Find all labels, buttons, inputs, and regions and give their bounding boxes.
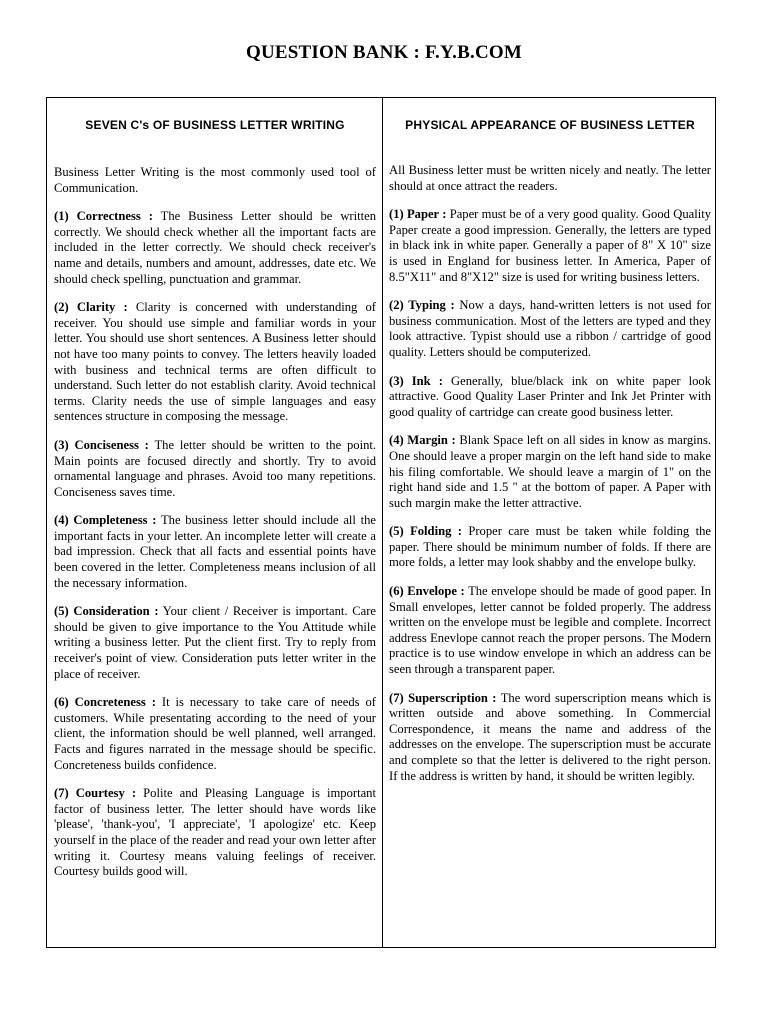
item-text: The letter should be written to the point. Main points are focused directly and shortly. Try to avoid ornamental language and phrases. Avoid too many repetitions. Conciseness saves time. [54, 437, 377, 499]
item-label: (4) Completeness : [54, 513, 157, 528]
item-text: It is necessary to take care of needs of customers. While presentating according to the need of your client, the information should be well planned, well arranged. Facts and figures narrated in the message should be specific. Concreteness builds confidence. [54, 695, 376, 772]
item-label: (5) Consideration : [54, 604, 159, 619]
left-column [47, 98, 382, 893]
item-label: (4) Margin : [389, 433, 456, 448]
item-text: The word superscription means which is written outside and above something. In Commercial Correspondence, it means the name and address of the addresses on the envelope. The superscription must be accurate and complete so that the letter is delivered to the right person. If the address is written by hand, it should be written legibly. [389, 690, 711, 783]
list-item [389, 433, 711, 511]
item-label: (2) Typing : [389, 298, 455, 313]
list-item [389, 298, 711, 360]
item-label: (1) Correctness : [54, 209, 153, 224]
item-label: (2) Clarity : [54, 300, 128, 315]
item-label: (3) Ink : [389, 373, 443, 388]
item-text: Generally, blue/black ink on white paper look attractive. Good Quality Laser Printer and Ink Jet Printer with good quality of cartridge can create good business letter. [389, 373, 711, 419]
page-title: QUESTION BANK : F.Y.B.COM [246, 42, 522, 63]
right-column-heading: PHYSICAL APPEARANCE OF BUSINESS LETTER [405, 118, 695, 132]
list-item [54, 300, 376, 425]
list-item [54, 209, 376, 287]
item-label: (7) Superscription : [389, 690, 497, 705]
item-text: Clarity is concerned with understanding of receiver. You should use simple and familiar words in your letter. You should use short sentences. A Business letter should not have too many points to convey. The letters heavily loaded with business and technical terms are often difficult to understand. Such letter do not establish clarity. Avoid technical terms. Clarity needs the use of simple languages and easy sentences structure in composing the message. [54, 300, 376, 424]
list-item [389, 584, 711, 678]
item-text: The business letter should include all the important facts in your letter. An incomplete letter will create a bad impression. Check that all facts and essential points have been covered in the letter. Completeness means inclusion of all the necessary information. [54, 513, 377, 590]
item-text: Paper must be of a very good quality. Good Quality Paper create a good impression. Generally, the letters are typed in black ink in white paper. Generally a paper of 8" X 10" size is used in England for business letter. In America, Paper of 8.5"X11" and 8"X12" size is used for writing business letters. [389, 207, 711, 284]
list-item [389, 207, 711, 285]
item-label: (5) Folding : [389, 524, 462, 539]
item-text: Proper care must be taken while folding the paper. There should be minimum number of folds. If there are more folds, a letter may look shabby and the envelope bulky. [389, 524, 711, 570]
item-text: The envelope should be made of good paper. In Small envelopes, letter cannot be folded properly. The address written on the envelope must be legible and complete. Incorrect address Enevlope cannot reach the proper persons. The Modern practice is to use window envelope in which an address can be seen through a transparent paper. [389, 584, 712, 677]
item-label: (6) Envelope : [389, 584, 465, 599]
item-label: (7) Courtesy : [54, 786, 137, 801]
list-item [54, 786, 376, 880]
right-intro: All Business letter must be written nicely and neatly. The letter should at once attract the readers. [389, 163, 711, 193]
item-label: (6) Concreteness : [54, 695, 156, 710]
list-item [389, 524, 711, 571]
left-column-heading: SEVEN C's OF BUSINESS LETTER WRITING [85, 118, 345, 132]
content-table [46, 97, 716, 948]
right-column [383, 98, 715, 797]
list-item [54, 513, 376, 591]
item-text: Your client / Receiver is important. Care should be given to give importance to the You Attitude while writing a business letter. Put the client first. Try to reply from receiver's point of view. Consideration puts letter writer in the place of receiver. [54, 604, 376, 681]
item-text: Now a days, hand-written letters is not used for business communication. Most of the letters are typed and they look attractive. Typist should use a ribbon / cartridge of good quality. Letters should be computerized. [389, 298, 711, 359]
list-item [54, 604, 376, 682]
item-label: (1) Paper : [389, 207, 447, 222]
item-text: Blank Space left on all sides in know as margins. One should leave a proper margin on the left hand side to make his filing comfortable. We should leave a margin of 1" on the right hand side and 1.5 " at the bottom of paper. A Paper with such margin make the letter attractive. [389, 433, 711, 510]
item-text: Polite and Pleasing Language is important factor of business letter. The letter should have words like 'please', 'thank-you', 'I appreciate', 'I apologize' etc. Keep yourself in the place of the reader and read your own letter after writing it. Courtesy means valuing feelings of receiver. Courtesy builds good will. [54, 786, 376, 879]
left-intro: Business Letter Writing is the most commonly used tool of Communication. [54, 165, 376, 195]
list-item [54, 695, 376, 773]
list-item [389, 374, 711, 421]
list-item [54, 438, 376, 500]
item-label: (3) Conciseness : [54, 437, 149, 452]
item-text: The Business Letter should be written correctly. We should check whether all the important facts are included in the letter correctly. We should check receiver's name and details, numbers and amount, addresses, date etc. We should check spelling, punctuation and grammar. [54, 209, 376, 286]
list-item [389, 691, 711, 785]
